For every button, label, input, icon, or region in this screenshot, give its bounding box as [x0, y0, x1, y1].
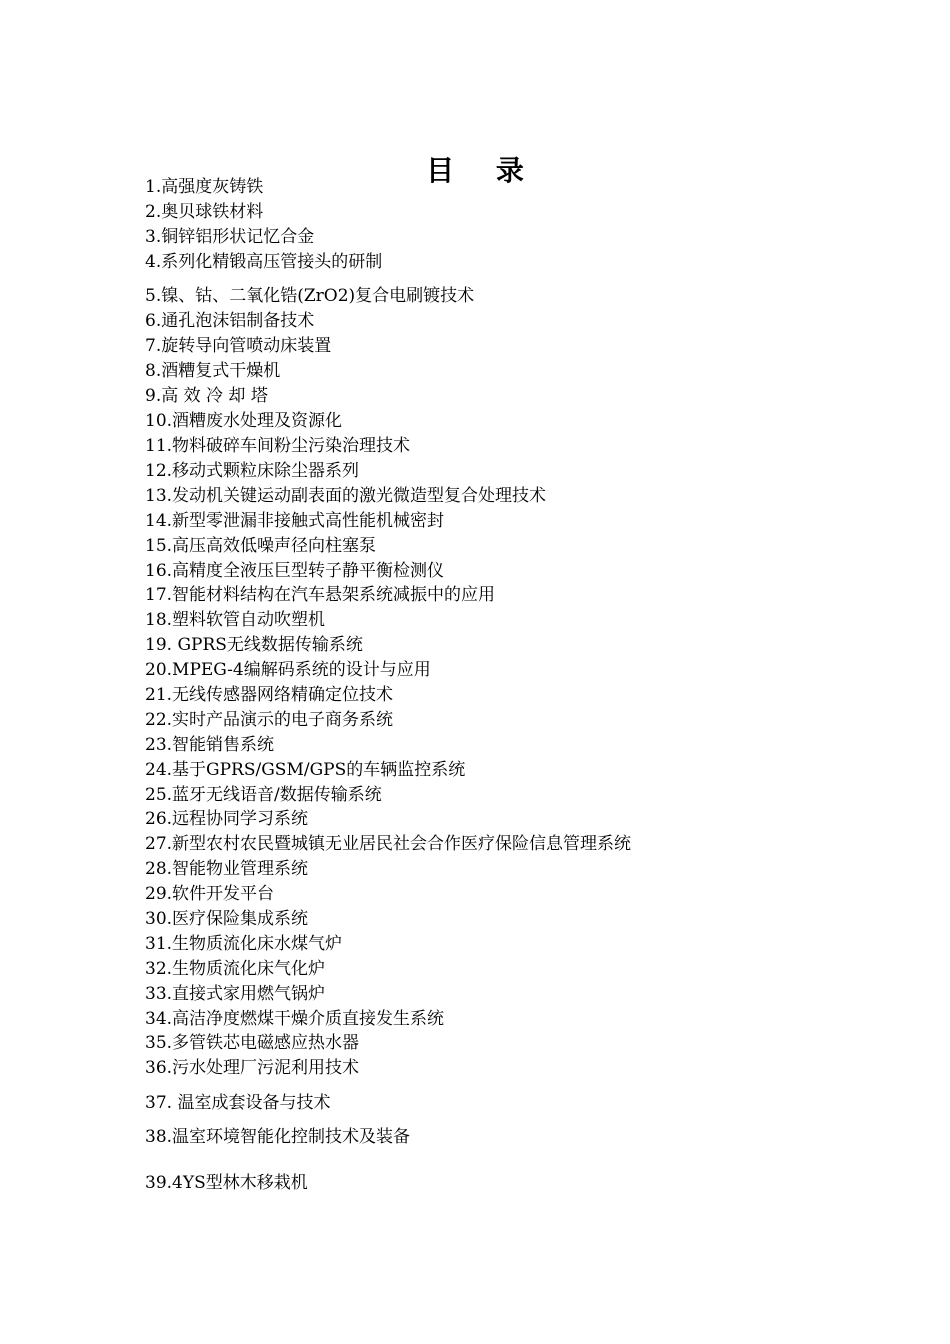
toc-item: 18.塑料软管自动吹塑机	[145, 610, 326, 630]
toc-item: 2.奥贝球铁材料	[145, 202, 264, 222]
toc-item: 26.远程协同学习系统	[145, 809, 309, 829]
toc-item: 15.高压高效低噪声径向柱塞泵	[145, 536, 377, 556]
toc-item: 24.基于GPRS/GSM/GPS的车辆监控系统	[145, 760, 466, 780]
toc-item: 14.新型零泄漏非接触式高性能机械密封	[145, 511, 445, 531]
toc-item: 38.温室环境智能化控制技术及装备	[145, 1127, 411, 1147]
toc-item: 3.铜锌铝形状记忆合金	[145, 227, 315, 247]
toc-item: 34.高洁净度燃煤干燥介质直接发生系统	[145, 1009, 445, 1029]
toc-item: 21.无线传感器网络精确定位技术	[145, 685, 394, 705]
toc-item: 12.移动式颗粒床除尘器系列	[145, 461, 360, 481]
toc-item: 23.智能销售系统	[145, 735, 275, 755]
toc-item: 29.软件开发平台	[145, 884, 275, 904]
toc-item: 31.生物质流化床水煤气炉	[145, 934, 343, 954]
toc-item: 9.高 效 冷 却 塔	[145, 386, 268, 406]
toc-item: 13.发动机关键运动副表面的激光微造型复合处理技术	[145, 486, 547, 506]
toc-item: 8.酒糟复式干燥机	[145, 361, 281, 381]
toc-item: 27.新型农村农民暨城镇无业居民社会合作医疗保险信息管理系统	[145, 834, 632, 854]
toc-item: 7.旋转导向管喷动床装置	[145, 336, 332, 356]
toc-item: 33.直接式家用燃气锅炉	[145, 984, 326, 1004]
toc-item: 11.物料破碎车间粉尘污染治理技术	[145, 436, 411, 456]
toc-item: 35.多管铁芯电磁感应热水器	[145, 1033, 360, 1053]
toc-item: 20.MPEG-4编解码系统的设计与应用	[145, 660, 431, 680]
toc-item: 25.蓝牙无线语音/数据传输系统	[145, 785, 382, 805]
toc-item: 32.生物质流化床气化炉	[145, 959, 326, 979]
toc-item: 10.酒糟废水处理及资源化	[145, 411, 343, 431]
toc-item: 17.智能材料结构在汽车悬架系统减振中的应用	[145, 585, 496, 605]
toc-item: 36.污水处理厂污泥利用技术	[145, 1058, 360, 1078]
page-title: 目 录	[426, 153, 540, 187]
toc-item: 19. GPRS无线数据传输系统	[145, 635, 363, 655]
toc-item: 16.高精度全液压巨型转子静平衡检测仪	[145, 561, 445, 581]
toc-item: 22.实时产品演示的电子商务系统	[145, 710, 394, 730]
toc-item: 30.医疗保险集成系统	[145, 909, 309, 929]
toc-item: 37. 温室成套设备与技术	[145, 1093, 331, 1113]
toc-item: 39.4YS型林木移栽机	[145, 1173, 308, 1193]
toc-item: 1.高强度灰铸铁	[145, 177, 264, 197]
toc-item: 5.镍、钴、二氧化锆(ZrO2)复合电刷镀技术	[145, 286, 475, 306]
toc-item: 4.系列化精锻高压管接头的研制	[145, 252, 383, 272]
toc-item: 6.通孔泡沫铝制备技术	[145, 311, 315, 331]
toc-item: 28.智能物业管理系统	[145, 859, 309, 879]
